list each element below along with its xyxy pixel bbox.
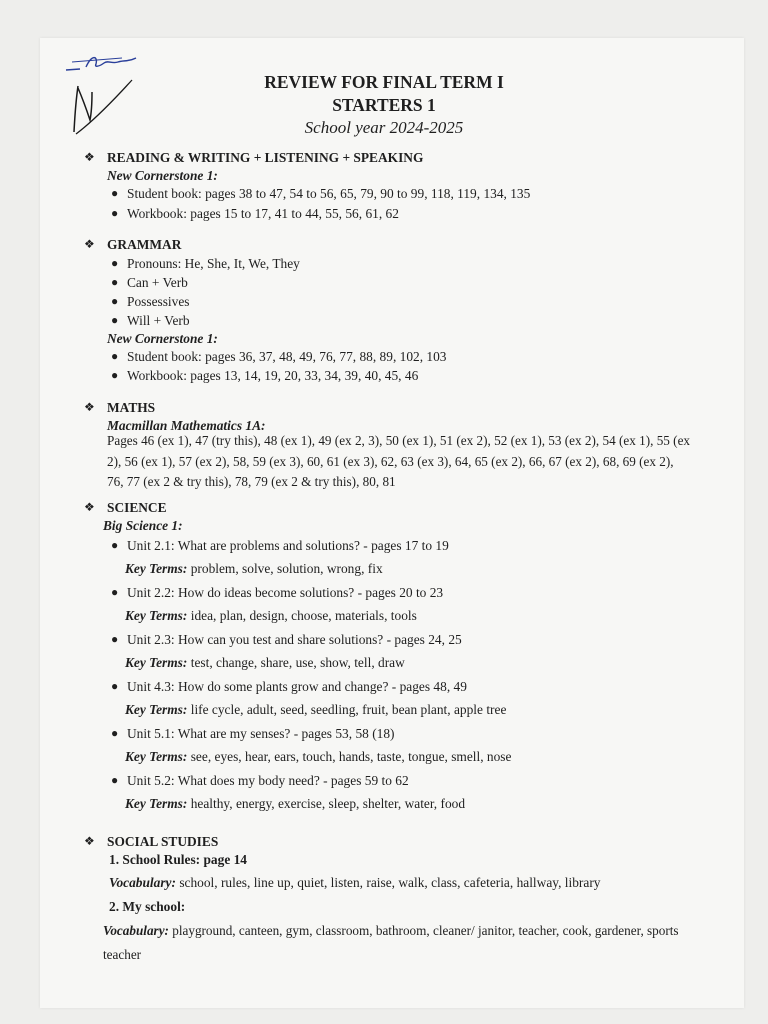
key-terms: test, change, share, use, show, tell, draw [190, 655, 405, 670]
bullet-icon: ● [111, 256, 119, 270]
science-unit: Unit 5.1: What are my senses? - pages 53, 58 (18) [127, 726, 395, 741]
key-terms-label: Key Terms: [125, 749, 188, 764]
key-terms-label: Key Terms: [125, 796, 188, 811]
bullet-icon: ● [111, 294, 119, 308]
list-item: Possessives [127, 294, 190, 309]
bullet-icon: ● [111, 275, 119, 289]
bullet-icon: ● [111, 349, 119, 363]
vocabulary-line [109, 874, 600, 891]
key-terms: life cycle, adult, seed, seedling, fruit, bean plant, apple tree [190, 702, 507, 717]
list-item: Workbook: pages 15 to 17, 41 to 44, 55, 56, 61, 62 [127, 206, 399, 221]
bullet-icon: ● [111, 773, 119, 787]
list-item: Pronouns: He, She, It, We, They [127, 256, 300, 271]
bullet-icon: ● [111, 679, 119, 693]
bullet-icon: ● [111, 632, 119, 646]
bullet-icon: ● [111, 726, 119, 740]
key-terms-line [125, 607, 417, 624]
key-terms-label: Key Terms: [125, 608, 188, 623]
key-terms-label: Key Terms: [125, 655, 188, 670]
bullet-icon: ● [111, 368, 119, 382]
maths-pages: Pages 46 (ex 1), 47 (try this), 48 (ex 1), 49 (ex 2, 3), 50 (ex 1), 51 (ex 2), 52 (ex 1), 53 (ex 2), 54 (ex 1), 55 (ex 2), 56 (ex 1), 57 (ex 2), 58, 59 (ex 3), 60, 61 (ex 3), 62, 63 (ex 3), 64, 65 (ex 2), 66, 67 (ex 2), 68, 69 (ex 2), 76, 77 (ex 2 & try this), 78, 79 (ex 2 & try this), 80, 81 [107, 433, 691, 489]
diamond-bullet-icon: ❖ [84, 834, 95, 848]
section-heading-science: SCIENCE [107, 500, 167, 515]
list-item: Student book: pages 36, 37, 48, 49, 76, 77, 88, 89, 102, 103 [127, 349, 447, 364]
science-unit: Unit 5.2: What does my body need? - pages 59 to 62 [127, 773, 409, 788]
key-terms-label: Key Terms: [125, 702, 188, 717]
vocabulary-label: Vocabulary: [109, 875, 176, 890]
bullet-icon: ● [111, 186, 119, 200]
vocabulary-line [103, 919, 693, 967]
key-terms-line [125, 701, 506, 718]
list-item: Workbook: pages 13, 14, 19, 20, 33, 34, 39, 40, 45, 46 [127, 368, 419, 383]
vocabulary-label: Vocabulary: [103, 923, 169, 938]
list-item: Will + Verb [127, 313, 190, 328]
key-terms-line [125, 560, 383, 577]
science-unit: Unit 2.1: What are problems and solutions? - pages 17 to 19 [127, 538, 449, 553]
list-item: Student book: pages 38 to 47, 54 to 56, 65, 79, 90 to 99, 118, 119, 134, 135 [127, 186, 531, 201]
book-title: Big Science 1: [103, 518, 183, 533]
key-terms: idea, plan, design, choose, materials, tools [190, 608, 417, 623]
book-title: New Cornerstone 1: [107, 331, 218, 346]
science-unit: Unit 4.3: How do some plants grow and change? - pages 48, 49 [127, 679, 467, 694]
bullet-icon: ● [111, 538, 119, 552]
science-unit: Unit 2.3: How can you test and share solutions? - pages 24, 25 [127, 632, 462, 647]
bullet-icon: ● [111, 206, 119, 220]
subsection-title: 2. My school: [109, 899, 186, 914]
section-heading-reading: READING & WRITING + LISTENING + SPEAKING [107, 150, 424, 165]
diamond-bullet-icon: ❖ [84, 150, 95, 164]
diamond-bullet-icon: ❖ [84, 400, 95, 414]
book-title: New Cornerstone 1: [107, 168, 218, 183]
key-terms-label: Key Terms: [125, 561, 188, 576]
science-unit: Unit 2.2: How do ideas become solutions? - pages 20 to 23 [127, 585, 444, 600]
book-title: Macmillan Mathematics 1A: [107, 418, 266, 433]
bullet-icon: ● [111, 313, 119, 327]
section-heading-maths: MATHS [107, 400, 156, 415]
title-line-2: STARTERS 1 [332, 95, 436, 115]
key-terms-line [125, 654, 405, 671]
diamond-bullet-icon: ❖ [84, 237, 95, 251]
key-terms: see, eyes, hear, ears, touch, hands, taste, tongue, smell, nose [190, 749, 512, 764]
section-heading-grammar: GRAMMAR [107, 237, 182, 252]
section-heading-social-studies: SOCIAL STUDIES [107, 834, 219, 849]
key-terms-line [125, 795, 465, 812]
vocabulary: school, rules, line up, quiet, listen, raise, walk, class, cafeteria, hallway, library [179, 875, 601, 890]
key-terms: problem, solve, solution, wrong, fix [190, 561, 383, 576]
school-year: School year 2024-2025 [304, 118, 464, 137]
title-line-1: REVIEW FOR FINAL TERM I [264, 72, 504, 92]
bullet-icon: ● [111, 585, 119, 599]
vocabulary: playground, canteen, gym, classroom, bathroom, cleaner/ janitor, teacher, cook, gardener, sports teacher [103, 923, 679, 962]
key-terms-line [125, 748, 511, 765]
subsection-title: 1. School Rules: page 14 [109, 852, 248, 867]
list-item: Can + Verb [127, 275, 188, 290]
key-terms: healthy, energy, exercise, sleep, shelter, water, food [190, 796, 466, 811]
diamond-bullet-icon: ❖ [84, 500, 95, 514]
